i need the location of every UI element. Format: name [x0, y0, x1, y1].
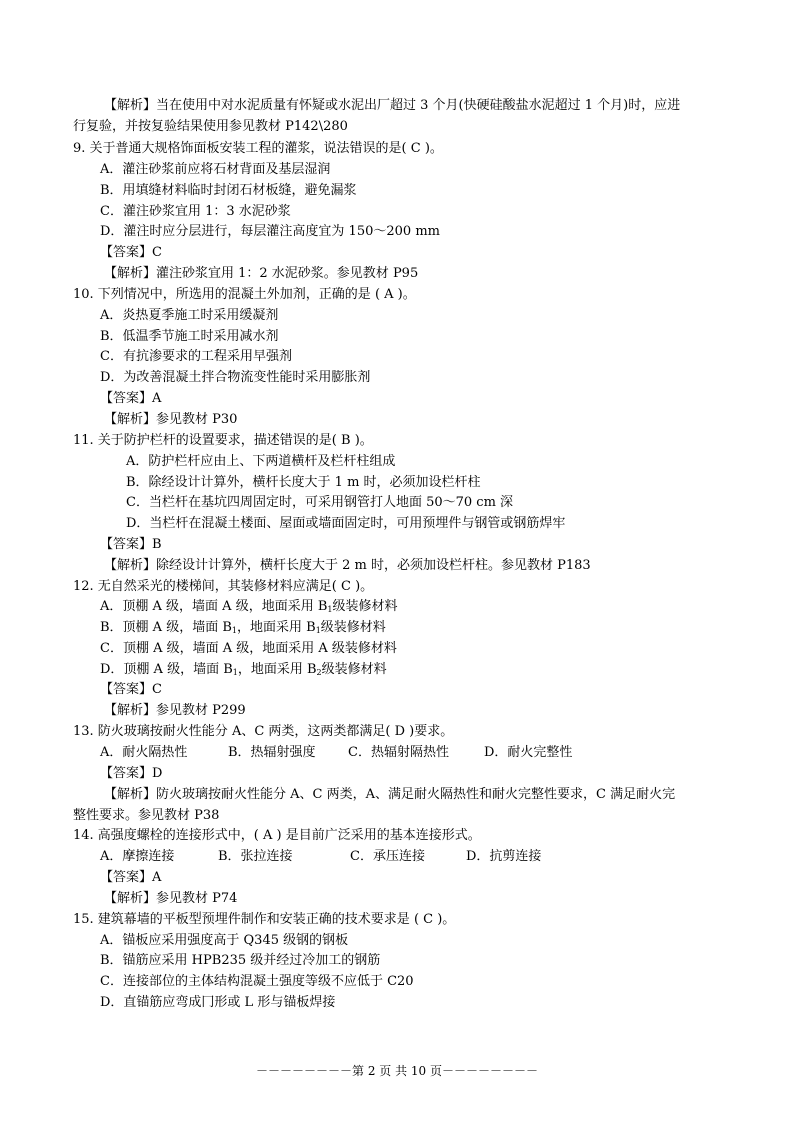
q12-explanation: 【解析】参见教材 P299: [104, 703, 246, 718]
q15-option-b: B．锚筋应采用 HPB235 级并经过冷加工的钢筋: [100, 953, 381, 968]
q12-option-b: B．顶棚 A 级，墙面 $B_1$，地面采用 $B_1$级装修材料: [100, 620, 386, 635]
q12-option-a: A．顶棚 A 级，墙面 A 级，地面采用 $B_1$级装修材料: [100, 599, 398, 614]
q10-answer: 【答案】A: [100, 391, 162, 406]
q9-stem: 9. 关于普通大规格饰面板安装工程的灌浆，说法错误的是( C )。: [73, 141, 443, 156]
q10-option-c: C．有抗渗要求的工程采用早强剂: [100, 349, 292, 364]
q12-option-d: D．顶棚 A 级，墙面 $B_1$，地面采用 $B_2$级装修材料: [100, 662, 387, 677]
q11-stem: 11. 关于防护栏杆的设置要求，描述错误的是( B )。: [73, 433, 373, 448]
q14-option-d: D．抗剪连接: [466, 849, 542, 864]
q13-option-d: D．耐火完整性: [484, 745, 573, 760]
q11-option-a: A．防护栏杆应由上、下两道横杆及栏杆柱组成: [126, 454, 396, 469]
q12-stem: 12. 无自然采光的楼梯间，其装修材料应满足( C )。: [73, 579, 374, 594]
q14-answer: 【答案】A: [100, 870, 162, 885]
q13-stem: 13. 防火玻璃按耐火性能分 A、C 两类，这两类都满足( D )要求。: [73, 724, 454, 739]
q10-stem: 10. 下列情况中，所选用的混凝土外加剂，正确的是 ( A )。: [73, 287, 416, 302]
q12-answer: 【答案】C: [100, 682, 162, 697]
q15-option-a: A．锚板应采用强度高于 Q345 级钢的钢板: [100, 933, 349, 948]
q9-option-c: C．灌注砂浆宜用 1：3 水泥砂浆: [100, 204, 291, 219]
q11-option-b: B．除经设计计算外，横杆长度大于 1 m 时，必须加设栏杆柱: [126, 475, 481, 490]
q9-option-b: B．用填缝材料临时封闭石材板缝，避免漏浆: [100, 183, 357, 198]
q14-option-a: A．摩擦连接: [100, 849, 175, 864]
q15-option-d: D．直锚筋应弯成冂形或 L 形与锚板焊接: [100, 995, 336, 1010]
q14-explanation: 【解析】参见教材 P74: [104, 891, 238, 906]
q11-explanation: 【解析】除经设计计算外，横杆长度大于 2 m 时，必须加设栏杆柱。参见教材 P183: [104, 558, 591, 573]
q14-option-c: C．承压连接: [350, 849, 425, 864]
q9-option-d: D．灌注时应分层进行，每层灌注高度宜为 150～200 mm: [100, 224, 440, 239]
q11-option-c: C．当栏杆在基坑四周固定时，可采用钢管打人地面 50～70 cm 深: [126, 495, 514, 510]
q13-option-c: C．热辐射隔热性: [348, 745, 449, 760]
q10-option-d: D．为改善混凝土拌合物流变性能时采用膨胀剂: [100, 370, 371, 385]
q13-option-a: A．耐火隔热性: [100, 745, 188, 760]
q9-option-a: A．灌注砂浆前应将石材背面及基层湿润: [100, 162, 331, 177]
q13-option-b: B．热辐射强度: [228, 745, 316, 760]
q9-answer: 【答案】C: [100, 245, 162, 260]
q10-option-b: B．低温季节施工时采用减水剂: [100, 329, 279, 344]
q10-explanation: 【解析】参见教材 P30: [104, 412, 238, 427]
q15-stem: 15. 建筑幕墙的平板型预埋件制作和安装正确的技术要求是 ( C )。: [73, 912, 456, 927]
q13-explanation-line1: 【解析】防火玻璃按耐火性能分 A、C 两类，A、满足耐火隔热性和耐火完整性要求，C 满足耐火完: [104, 787, 676, 802]
q8-explanation-line1: 【解析】当在使用中对水泥质量有怀疑或水泥出厂超过 3 个月(快硬硅酸盐水泥超过 1 个月)时，应进: [104, 98, 681, 113]
q10-option-a: A．炎热夏季施工时采用缓凝剂: [100, 308, 279, 323]
q14-option-b: B．张拉连接: [218, 849, 293, 864]
q9-explanation: 【解析】灌注砂浆宜用 1：2 水泥砂浆。参见教材 P95: [104, 266, 419, 281]
q13-answer: 【答案】D: [100, 766, 163, 781]
page-footer: －－－－－－－－第 2 页 共 10 页－－－－－－－－: [256, 1064, 538, 1078]
q14-stem: 14. 高强度螺栓的连接形式中，( A ) 是目前广泛采用的基本连接形式。: [73, 828, 481, 843]
q15-option-c: C．连接部位的主体结构混凝土强度等级不应低于 C20: [100, 974, 414, 989]
q8-explanation-line2: 行复验，并按复验结果使用参见教材 P142\280: [73, 119, 348, 134]
q11-option-d: D．当栏杆在混凝土楼面、屋面或墙面固定时，可用预埋件与钢管或钢筋焊牢: [126, 516, 566, 531]
q11-answer: 【答案】B: [100, 537, 162, 552]
q13-explanation-line2: 整性要求。参见教材 P38: [73, 808, 220, 823]
q12-option-c: C．顶棚 A 级，墙面 A 级，地面采用 A 级装修材料: [100, 641, 397, 656]
